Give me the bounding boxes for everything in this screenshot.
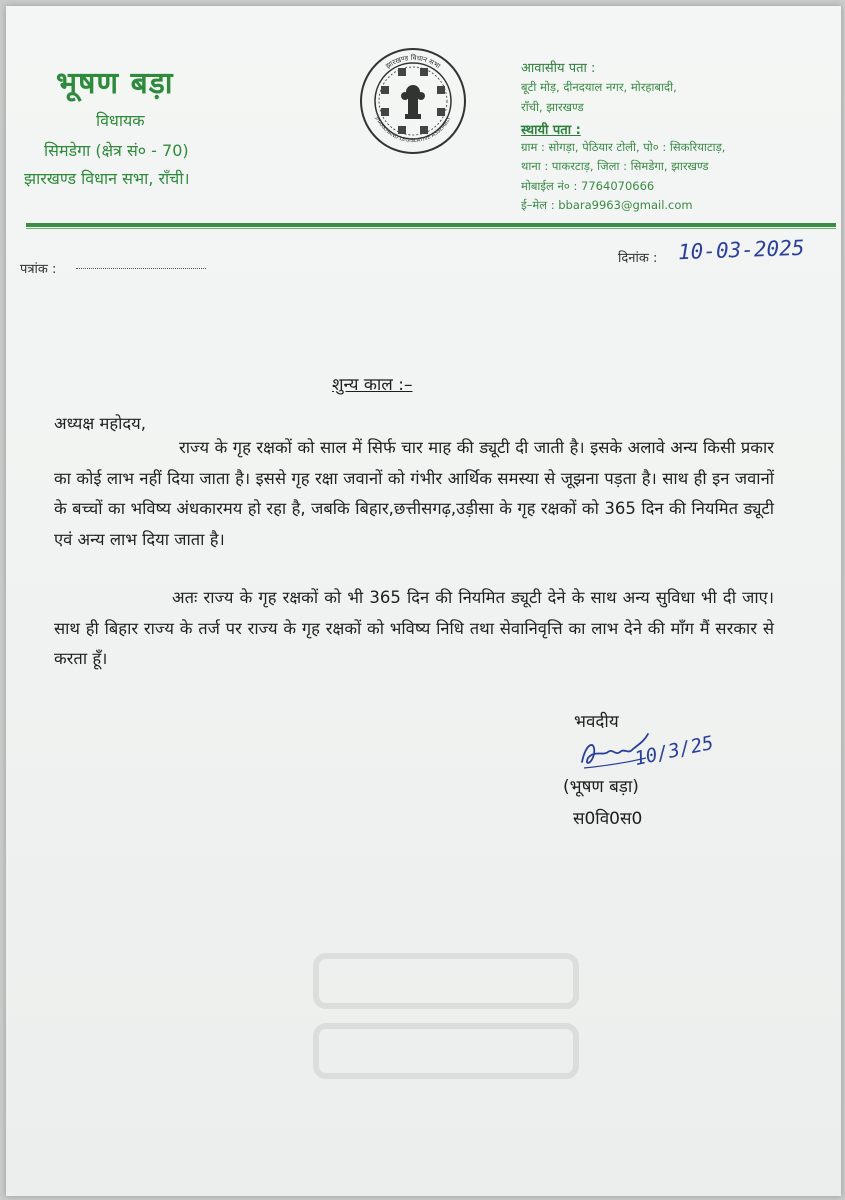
letter-page [6, 6, 841, 1196]
signer-name: (भूषण बड़ा) [563, 777, 639, 797]
letter-paragraph-2: अतः राज्य के गृह रक्षकों को भी 365 दिन की नियमित ड्यूटी देने के साथ अन्य सुविधा भी दी जाए। साथ ही बिहार राज्य के तर्ज पर राज्य के गृह रक्षकों को भविष्य निधि तथा सेवानिवृत्ति का लाभ देने की माँग मैं सरकार से करता हूँ। [54, 588, 774, 668]
permanent-address-label: स्थायी पता : [521, 123, 581, 138]
emblem-text-en: JHARKHAND LEGISLATIVE ASSEMBLY [373, 115, 453, 145]
show-through-watermark [296, 936, 596, 1096]
mla-name: भूषण बड़ा [56, 66, 174, 101]
signature-date: 10/3/25 [632, 731, 716, 771]
emblem-seal-icon [358, 46, 468, 156]
salutation: अध्यक्ष महोदय, [54, 414, 146, 433]
permanent-address-line1: ग्राम : सोगड़ा, पेठियार टोली, पो० : सिकरियाटाड़, [521, 140, 726, 154]
assembly-emblem [358, 46, 468, 156]
svg-text:JHARKHAND LEGISLATIVE ASSEMBLY [373, 115, 452, 144]
signer-title: स0वि0स0 [573, 809, 643, 829]
residential-address-line2: राँची, झारखण्ड [521, 100, 584, 114]
header-divider-thin [26, 228, 836, 229]
residential-address-label: आवासीय पता : [521, 61, 596, 76]
letter-subject: शुन्य काल :– [332, 375, 413, 395]
designation: विधायक [96, 111, 145, 130]
constituency: सिमडेगा (क्षेत्र सं० - 70) [44, 141, 189, 160]
date-handwritten: 10-03-2025 [677, 235, 805, 265]
svg-text:झारखण्ड विधान सभा [384, 53, 442, 70]
date-label: दिनांक : [618, 251, 658, 266]
letter-paragraph-1: राज्य के गृह रक्षकों को साल में सिर्फ चार माह की ड्यूटी दी जाती है। इसके अलावे अन्य किसी प्रकार का कोई लाभ नहीं दिया जाता है। इससे गृह रक्षा जवानों को गंभीर आर्थिक समस्या से जूझना पड़ता है। साथ ही इन जवानों के बच्चों का भविष्य अंधकारमय हो रहा है, जबकि बिहार,छत्तीसगढ़,उड़ीसा के गृह रक्षकों को 365 दिन की नियमित ड्यूटी एवं अन्य लाभ दिया जाता है। [54, 438, 774, 549]
header-divider [26, 223, 836, 227]
permanent-address-line2: थाना : पाकरटाड़, जिला : सिमडेगा, झारखण्ड [521, 159, 709, 173]
mobile-number: मोबाईल नं० : 7764070666 [521, 179, 655, 193]
email-address: ई–मेल : bbara9963@gmail.com [521, 198, 693, 212]
residential-address-line1: बूटी मोड़, दीनदयाल नगर, मोरहाबादी, [521, 80, 677, 94]
closing-text: भवदीय [574, 712, 619, 732]
emblem-text: झारखण्ड विधान सभा [384, 53, 442, 71]
show-through-mark-icon [296, 936, 596, 1096]
assembly-name: झारखण्ड विधान सभा, राँची। [24, 169, 190, 188]
reference-blank [76, 256, 206, 269]
reference-label: पत्रांक : [20, 262, 57, 277]
